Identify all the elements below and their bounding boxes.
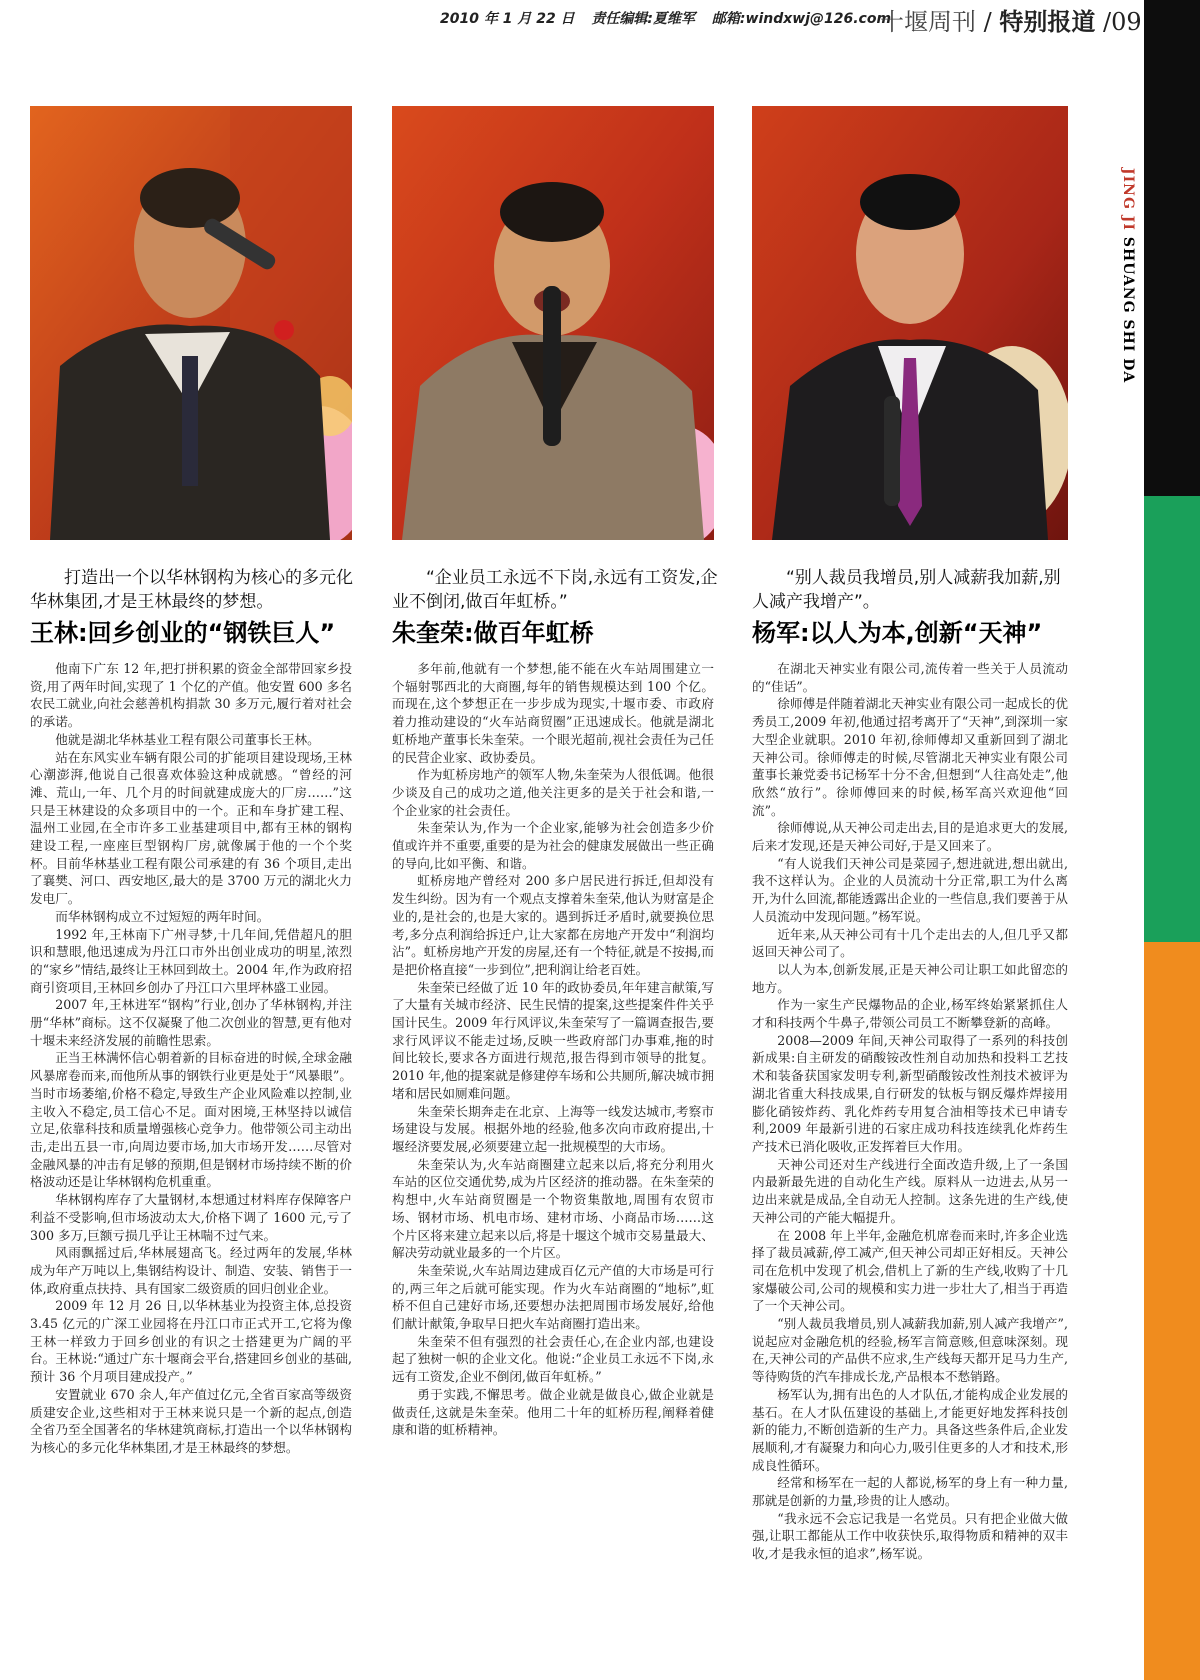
editor-credit: 责任编辑:夏维军 xyxy=(591,11,696,27)
article-headline: 朱奎荣:做百年虹桥 xyxy=(392,619,594,647)
pull-quote: “别人裁员我增员,别人减薪我加薪,别人减产我增产”。 xyxy=(752,568,1061,612)
body-paragraph: 站在东风实业车辆有限公司的扩能项目建设现场,王林心潮澎湃,他说自己很喜欢体验这种成就感。“曾经的河滩、荒山,一年、几个月的时间就建成庞大的厂房……”这只是王林建设的众多项目中的一个。正和车身扩建工程、温州工业园,在全市许多工业基建项目中,都有王林的钢构建设工程,一座座巨型钢构厂房,就像属于他的一个个奖杯。目前华林基业工程有限公司承建的有 36 个项目,走出了襄樊、河口、西安地区,最大的是 3700 万元的湖北火力发电厂。 xyxy=(30,749,352,907)
photo-wang-lin xyxy=(30,106,352,540)
body-paragraph: “别人裁员我增员,别人减薪我加薪,别人减产我增产”,说起应对金融危机的经验,杨军言简意赅,但意味深刻。现在,天神公司的产品供不应求,生产线每天都开足马力生产,等待购货的汽车排成长龙,产品根本不愁销路。 xyxy=(752,1316,1068,1385)
masthead-slash: / xyxy=(983,8,992,36)
body-paragraph: 作为虹桥房地产的领军人物,朱奎荣为人很低调。他很少谈及自己的成功之道,他关注更多的是关于社会和谐,一个企业家的社会责任。 xyxy=(392,767,714,818)
band-black xyxy=(1144,0,1200,496)
body-paragraph: 2008—2009 年间,天神公司取得了一系列的科技创新成果:自主研发的硝酸铵改性剂自动加热和投料工艺技术和装备获国家发明专利,新型硝酸铵改性剂技术被评为湖北省重大科技成果,自行研发的钛板与钢反爆炸焊接用膨化硝铵炸药、乳化炸药专用复合油相等技术已申请专利,2009 年最新引进的石家庄成功科技连续乳化炸药生产技术已消化吸收,正发挥着巨大作用。 xyxy=(752,1032,1068,1154)
article-body-zhu-kuirong xyxy=(392,660,714,1439)
body-paragraph: 华林钢构库存了大量钢材,本想通过材料库存保障客户利益不受影响,但市场波动太大,价格下调了 1600 元,亏了 300 多万,巨额亏损几乎让王林喘不过气来。 xyxy=(30,1192,352,1243)
body-paragraph: 杨军认为,拥有出色的人才队伍,才能构成企业发展的基石。在人才队伍建设的基础上,才能更好地发挥科技创新的能力,不断创造新的生产力。具备这些条件后,企业发展顺利,才有凝聚力和向心力,吸引住更多的人才和技术,形成良性循环。 xyxy=(752,1386,1068,1473)
body-paragraph: 徐师傅是伴随着湖北天神实业有限公司一起成长的优秀员工,2009 年初,他通过招考离开了“天神”,到深圳一家大型企业就职。2010 年初,徐师傅却又重新回到了湖北天神公司。徐师傅走的时候,尽管湖北天神实业有限公司董事长兼党委书记杨军十分不舍,但想到“人往高处走”,他欣然“放行”。徐师傅回来的时候,杨军高兴欢迎他“回流”。 xyxy=(752,696,1068,818)
photo-zhu-kuirong xyxy=(392,106,714,540)
article-headline: 王林:回乡创业的“钢铁巨人” xyxy=(30,619,336,647)
body-paragraph: 虹桥房地产曾经对 200 多户居民进行拆迁,但却没有发生纠纷。因为有一个观点支撑着朱奎荣,他认为财富是企业的,是社会的,也是大家的。遇到拆迁矛盾时,就要换位思考,多分点利润给拆迁户,让大家都在房地产开发中“利润均沾”。虹桥房地产开发的房屋,还有一个特征,就是不按揭,而是把价格直接“一步到位”,把利润让给老百姓。 xyxy=(392,873,714,977)
article-body-yang-jun xyxy=(752,660,1068,1563)
side-color-band xyxy=(1144,0,1200,1680)
article-body-wang-lin xyxy=(30,660,352,1457)
header-info xyxy=(440,8,903,28)
editor-email: 邮箱:windxwj@126.com xyxy=(711,11,892,27)
body-paragraph: 而华林钢构成立不过短短的两年时间。 xyxy=(55,908,270,924)
article-headline: 杨军:以人为本,创新“天神” xyxy=(752,619,1043,647)
body-paragraph: 他就是湖北华林基业工程有限公司董事长王林。 xyxy=(55,731,320,747)
vertical-section-label xyxy=(1112,168,1136,383)
body-paragraph: 1992 年,王林南下广州寻梦,十几年间,凭借超凡的胆识和慧眼,他迅速成为丹江口市外出创业成功的明星,浓烈的“家乡”情结,最终让王林回到故土。2004 年,作为政府招商引资项目,王林回乡创办了丹江口六里坪林盛工业园。 xyxy=(30,926,352,995)
body-paragraph: 朱奎荣认为,作为一个企业家,能够为社会创造多少价值或许并不重要,重要的是为社会的健康发展做出一些正确的导向,比如平衡、和谐。 xyxy=(392,820,714,871)
body-paragraph: 天神公司还对生产线进行全面改造升级,上了一条国内最新最先进的自动化生产线。原料从一边进去,从另一边出来就是成品,全自动无人控制。这条先进的生产线,使天神公司的产能大幅提升。 xyxy=(752,1156,1068,1225)
photo-yang-jun xyxy=(752,106,1068,540)
body-paragraph: 朱奎荣不但有强烈的社会责任心,在企业内部,也建设起了独树一帜的企业文化。他说:“企业员工永远不下岗,永远有工资发,企业不倒闭,做百年虹桥。” xyxy=(392,1333,714,1385)
body-paragraph: 近年来,从天神公司有十几个走出去的人,但几乎又都返回天神公司了。 xyxy=(752,926,1068,960)
body-paragraph: 2007 年,王林进军“钢构”行业,创办了华林钢构,并注册“华林”商标。这不仅凝聚了他二次创业的智慧,更有他对十堰未来经济发展的前瞻性思索。 xyxy=(30,997,352,1048)
article-head-wang-lin xyxy=(30,566,366,650)
body-paragraph: 2009 年 12 月 26 日,以华林基业为投资主体,总投资 3.45 亿元的广深工业园将在丹江口市正式开工,它将为像王林一样致力于回乡创业的有识之士搭建更为广阔的平台。王林说:“通过广东十堰商会平台,搭建回乡创业的基础,预计 36 个月项目建成投产。” xyxy=(30,1298,352,1385)
vertical-label-red: JING JI xyxy=(1120,168,1136,231)
body-paragraph: 朱奎荣认为,火车站商圈建立起来以后,将充分利用火车站的区位交通优势,成为片区经济的推动器。在朱奎荣的构想中,火车站商贸圈是一个物资集散地,周围有农贸市场、钢材市场、机电市场、建材市场、小商品市场……这个片区将来建立起来以后,将是十堰这个城市交易量最大、解决劳动就业最多的一个片区。 xyxy=(392,1156,714,1261)
body-paragraph: 在湖北天神实业有限公司,流传着一些关于人员流动的“佳话”。 xyxy=(752,661,1068,694)
vertical-label-black: SHUANG SHI DA xyxy=(1120,236,1136,384)
body-paragraph: “有人说我们天神公司是菜园子,想进就进,想出就出,我不这样认为。企业的人员流动十分正常,职工为什么离开,为什么回流,都能透露出企业的一些信息,我们要善于从人员流动中发现问题。”杨军说。 xyxy=(752,855,1068,924)
body-paragraph: 安置就业 670 余人,年产值过亿元,全省百家高等级资质建安企业,这些相对于王林来说只是一个新的起点,创造全省乃至全国著名的华林建筑商标,打造出一个以华林钢构为核心的多元化华林集团,才是王林最终的梦想。 xyxy=(30,1386,352,1455)
band-orange xyxy=(1144,942,1200,1680)
article-head-yang-jun xyxy=(752,566,1072,650)
body-paragraph: 作为一家生产民爆物品的企业,杨军终始紧紧抓住人才和科技两个牛鼻子,带领公司员工不断攀登新的高峰。 xyxy=(752,997,1068,1031)
body-paragraph: 朱奎荣说,火车站周边建成百亿元产值的大市场是可行的,两三年之后就可能实现。作为火车站商圈的“地标”,虹桥不但自己建好市场,还要想办法把周围市场发展好,给他们献计献策,争取早日把火车站商圈打造出来。 xyxy=(392,1262,714,1332)
masthead xyxy=(880,2,1142,37)
body-paragraph: 正当王林满怀信心朝着新的目标奋进的时候,全球金融风暴席卷而来,而他所从事的钢铁行业更是处于“风暴眼”。当时市场萎缩,价格不稳定,导致生产企业风险难以控制,业主收入不稳定,员工信心不足。面对困境,王林坚持以诚信立足,依靠科技和质量增强核心竞争力。他带领公司主动出击,走出五县一市,向周边要市场,加大市场开发……尽管对金融风暴的冲击有足够的预期,但是钢材市场持续不断的价格波动还是让华林钢构危机重重。 xyxy=(30,1050,352,1190)
body-paragraph: 以人为本,创新发展,正是天神公司让职工如此留恋的地方。 xyxy=(752,961,1068,995)
body-paragraph: “我永远不会忘记我是一名党员。只有把企业做大做强,让职工都能从工作中收获快乐,取得物质和精神的双丰收,才是我永恒的追求”,杨军说。 xyxy=(752,1510,1068,1562)
band-green xyxy=(1144,496,1200,942)
body-paragraph: 朱奎荣已经做了近 10 年的政协委员,年年建言献策,写了大量有关城市经济、民生民情的提案,这些提案件件关乎国计民生。2009 年行风评议,朱奎荣写了一篇调查报告,要求行风评议不能走过场,反映一些政府部门办事难,拖的时间比较长,要求各方面进行规范,报告得到市领导的批复。2010 年,他的提案就是修建停车场和公共厕所,解决城市拥堵和居民如厕难问题。 xyxy=(392,979,714,1101)
body-paragraph: 在 2008 年上半年,金融危机席卷而来时,许多企业选择了裁员减薪,停工减产,但天神公司却正好相反。天神公司在危机中发现了机会,借机上了新的生产线,收购了十几家爆破公司,公司的规模和实力进一步壮大了,相当于再造了一个天神公司。 xyxy=(752,1227,1068,1314)
pull-quote: 打造出一个以华林钢构为核心的多元化华林集团,才是王林最终的梦想。 xyxy=(30,568,353,612)
body-paragraph: 风雨飘摇过后,华林展翅高飞。经过两年的发展,华林成为年产万吨以上,集钢结构设计、制造、安装、销售于一体,政府重点扶持、具有国家二级资质的回归创业企业。 xyxy=(30,1245,352,1296)
magazine-name: 十堰周刊 xyxy=(880,8,976,36)
body-paragraph: 徐师傅说,从天神公司走出去,目的是追求更大的发展,后来才发现,还是天神公司好,于是又回来了。 xyxy=(752,820,1068,854)
body-paragraph: 多年前,他就有一个梦想,能不能在火车站周围建立一个辐射鄂西北的大商圈,每年的销售规模达到 100 个亿。而现在,这个梦想正在一步步成为现实,十堰市委、市政府着力推动建设的“火车站商贸圈”正迅速成长。他就是湖北虹桥地产董事长朱奎荣。一个眼光超前,视社会责任为己任的民营企业家、政协委员。 xyxy=(392,661,714,765)
body-paragraph: 他南下广东 12 年,把打拼积累的资金全部带回家乡投资,用了两年时间,实现了 1 个亿的产值。他安置 600 多名农民工就业,向社会慈善机构捐款 30 多万元,履行着对社会的承诺。 xyxy=(30,661,352,730)
page-number: /09 xyxy=(1103,8,1142,36)
pull-quote: “企业员工永远不下岗,永远有工资发,企业不倒闭,做百年虹桥。” xyxy=(392,568,718,612)
body-paragraph: 朱奎荣长期奔走在北京、上海等一线发达城市,考察市场建设与发展。根据外地的经验,他多次向市政府提出,十堰经济要发展,必须要建立起一批规模型的大市场。 xyxy=(392,1103,714,1154)
body-paragraph: 勇于实践,不懈思考。做企业就是做良心,做企业就是做责任,这就是朱奎荣。他用二十年的虹桥历程,阐释着健康和谐的虹桥精神。 xyxy=(392,1386,714,1438)
article-head-zhu-kuirong xyxy=(392,566,728,650)
body-paragraph: 经常和杨军在一起的人都说,杨军的身上有一种力量,那就是创新的力量,珍贵的让人感动。 xyxy=(752,1475,1068,1509)
section-name: 特别报道 xyxy=(999,7,1096,36)
issue-date: 2010 年 1 月 22 日 xyxy=(440,11,575,27)
